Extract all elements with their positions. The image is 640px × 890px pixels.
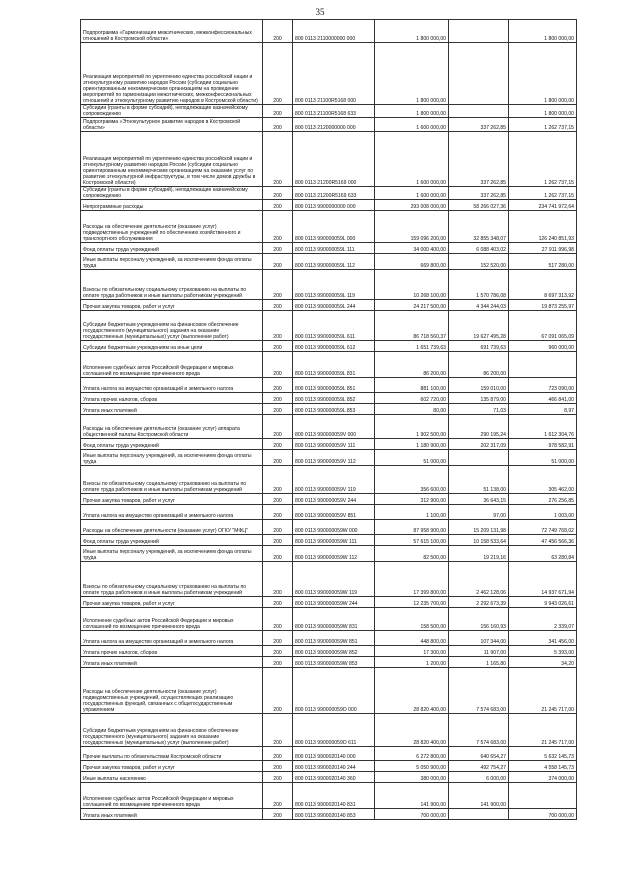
line-code-cell: 200: [263, 415, 293, 439]
line-code-cell: 200: [263, 608, 293, 631]
table-row: [81, 200, 577, 211]
budget-classification-code-cell: 800 0113 990000059L 119: [293, 270, 375, 300]
table-row: [81, 646, 577, 657]
budget-classification-code-cell: 800 0113 21100R5168 633: [293, 105, 375, 118]
expense-name-cell: Иные выплаты персоналу учреждений, за исключением фонда оплаты труда: [81, 546, 263, 562]
executed-amount-cell: 107 344,00: [449, 631, 509, 646]
line-code-cell: 200: [263, 783, 293, 809]
line-code-cell: 200: [263, 105, 293, 118]
executed-amount-cell: 152 520,00: [449, 254, 509, 270]
line-code-cell: 200: [263, 439, 293, 450]
executed-amount-cell: 2 462 128,06: [449, 562, 509, 597]
table-row: [81, 439, 577, 450]
line-code-cell: 200: [263, 187, 293, 200]
expense-name-cell: Уплата прочих налогов, сборов: [81, 393, 263, 404]
page-number: 35: [315, 7, 325, 17]
approved-amount-cell: 34 000 400,00: [375, 243, 449, 254]
approved-amount-cell: 17 300,00: [375, 646, 449, 657]
unexecuted-amount-cell: [509, 783, 577, 809]
table-row: [81, 608, 577, 631]
unexecuted-amount-cell: 21 245 717,00: [509, 668, 577, 714]
line-code-cell: 200: [263, 646, 293, 657]
budget-classification-code-cell: 800 0113 9900000000 000: [293, 200, 375, 211]
budget-classification-code-cell: 800 0113 2110000000 000: [293, 20, 375, 43]
approved-amount-cell: 1 180 900,00: [375, 439, 449, 450]
approved-amount-cell: 1 600 000,00: [375, 118, 449, 132]
unexecuted-amount-cell: 47 456 566,36: [509, 535, 577, 546]
unexecuted-amount-cell: 8,97: [509, 404, 577, 415]
line-code-cell: 200: [263, 20, 293, 43]
budget-classification-code-cell: 800 0113 990000059V 119: [293, 466, 375, 494]
approved-amount-cell: 1 902 500,00: [375, 415, 449, 439]
unexecuted-amount-cell: 374 000,00: [509, 772, 577, 783]
expense-name-cell: Взносы по обязательному социальному страхованию на выплаты по оплате труда работников и иные выплаты работникам учреждений: [81, 466, 263, 494]
executed-amount-cell: 58 266 027,36: [449, 200, 509, 211]
unexecuted-amount-cell: 63 280,84: [509, 546, 577, 562]
executed-amount-cell: 7 574 683,00: [449, 668, 509, 714]
expense-name-cell: Непрограммные расходы: [81, 200, 263, 211]
unexecuted-amount-cell: 1 003,00: [509, 505, 577, 520]
approved-amount-cell: 12 235 700,00: [375, 597, 449, 608]
table-row: [81, 535, 577, 546]
table-row: [81, 657, 577, 668]
line-code-cell: 200: [263, 341, 293, 352]
table-row: [81, 187, 577, 200]
approved-amount-cell: 1 100,00: [375, 505, 449, 520]
unexecuted-amount-cell: 723 090,00: [509, 378, 577, 393]
unexecuted-amount-cell: 5 632 145,73: [509, 747, 577, 761]
unexecuted-amount-cell: 276 256,85: [509, 494, 577, 505]
expense-name-cell: Иные выплаты населению: [81, 772, 263, 783]
budget-classification-code-cell: 800 0113 990000059L 851: [293, 378, 375, 393]
expense-name-cell: Взносы по обязательному социальному страхованию на выплаты по оплате труда работников и иные выплаты работникам учреждений: [81, 270, 263, 300]
executed-amount-cell: 640 654,27: [449, 747, 509, 761]
approved-amount-cell: 17 399 800,00: [375, 562, 449, 597]
line-code-cell: 200: [263, 562, 293, 597]
table-row: [81, 520, 577, 535]
table-row: [81, 352, 577, 378]
line-code-cell: 200: [263, 631, 293, 646]
unexecuted-amount-cell: 126 240 851,93: [509, 211, 577, 243]
table-row: [81, 714, 577, 747]
line-code-cell: 200: [263, 132, 293, 187]
approved-amount-cell: 669 800,00: [375, 254, 449, 270]
budget-classification-code-cell: 800 0113 9900020140 360: [293, 772, 375, 783]
approved-amount-cell: 141 900,00: [375, 783, 449, 809]
executed-amount-cell: 290 195,24: [449, 415, 509, 439]
unexecuted-amount-cell: 51 000,00: [509, 450, 577, 466]
unexecuted-amount-cell: 1 800 000,00: [509, 20, 577, 43]
line-code-cell: 200: [263, 118, 293, 132]
expense-name-cell: Субсидии бюджетным учреждениям на финансовое обеспечение государственного (муниципального) задания на оказание государственных (муниципальных) услуг (выполнение работ): [81, 714, 263, 747]
budget-table-body: [81, 20, 577, 820]
line-code-cell: 200: [263, 809, 293, 820]
unexecuted-amount-cell: 978 582,91: [509, 439, 577, 450]
expense-name-cell: Уплата иных платежей: [81, 809, 263, 820]
line-code-cell: 200: [263, 200, 293, 211]
line-code-cell: 200: [263, 378, 293, 393]
approved-amount-cell: 80,00: [375, 404, 449, 415]
budget-classification-code-cell: 800 0113 990000059W 000: [293, 520, 375, 535]
unexecuted-amount-cell: 1 612 304,76: [509, 415, 577, 439]
expense-name-cell: Иные выплаты персоналу учреждений, за исключением фонда оплаты труда: [81, 254, 263, 270]
expense-name-cell: Реализация мероприятий по укреплению единства российской нации и этнокультурному развитию народов России (субсидии социально ориентированным некоммерческим организациям на оказание услуг по развитию этнокультурной инфраструктуры, в том числе домов дружбы в Костромской области): [81, 132, 263, 187]
budget-classification-code-cell: 800 0113 9900020140 244: [293, 761, 375, 772]
table-row: [81, 118, 577, 132]
table-row: [81, 772, 577, 783]
unexecuted-amount-cell: 34,20: [509, 657, 577, 668]
expense-name-cell: Фонд оплаты труда учреждений: [81, 439, 263, 450]
executed-amount-cell: 2 292 673,39: [449, 597, 509, 608]
line-code-cell: 200: [263, 270, 293, 300]
table-row: [81, 300, 577, 311]
unexecuted-amount-cell: 14 937 671,94: [509, 562, 577, 597]
budget-classification-code-cell: 800 0113 990000059L 112: [293, 254, 375, 270]
unexecuted-amount-cell: 5 393,00: [509, 646, 577, 657]
executed-amount-cell: 337 262,85: [449, 132, 509, 187]
approved-amount-cell: 293 008 000,00: [375, 200, 449, 211]
table-row: [81, 466, 577, 494]
expense-name-cell: Реализация мероприятий по укреплению единства российской нации и этнокультурному развитию народов России (субсидии социально ориентированным некоммерческим организациям на проведение мероприятий по гармонизации межэтнических, межконфессиональных отношений и этнокультурному развитию народов в Костромской области): [81, 43, 263, 105]
budget-classification-code-cell: 800 0113 990000059L 853: [293, 404, 375, 415]
approved-amount-cell: 380 000,00: [375, 772, 449, 783]
budget-classification-code-cell: 800 0113 990000059W 119: [293, 562, 375, 597]
approved-amount-cell: 1 800 000,00: [375, 43, 449, 105]
unexecuted-amount-cell: 305 462,00: [509, 466, 577, 494]
budget-classification-code-cell: 800 0113 990000059V 244: [293, 494, 375, 505]
expense-name-cell: Прочая закупка товаров, работ и услуг: [81, 494, 263, 505]
expense-name-cell: Исполнение судебных актов Российской Федерации и мировых соглашений по возмещению причиненного вреда: [81, 608, 263, 631]
table-row: [81, 378, 577, 393]
unexecuted-amount-cell: 466 841,00: [509, 393, 577, 404]
table-row: [81, 631, 577, 646]
line-code-cell: 200: [263, 211, 293, 243]
executed-amount-cell: 337 262,85: [449, 118, 509, 132]
table-row: [81, 43, 577, 105]
table-row: [81, 393, 577, 404]
approved-amount-cell: 159 096 200,00: [375, 211, 449, 243]
unexecuted-amount-cell: 19 873 255,97: [509, 300, 577, 311]
unexecuted-amount-cell: 2 339,07: [509, 608, 577, 631]
executed-amount-cell: 156 160,93: [449, 608, 509, 631]
budget-classification-code-cell: 800 0113 990000059W 852: [293, 646, 375, 657]
executed-amount-cell: 36 643,15: [449, 494, 509, 505]
executed-amount-cell: 51 138,00: [449, 466, 509, 494]
budget-classification-code-cell: 800 0113 9900020140 831: [293, 783, 375, 809]
budget-classification-code-cell: 800 0113 990000059L 000: [293, 211, 375, 243]
expense-name-cell: Исполнение судебных актов Российской Федерации и мировых соглашений по возмещению причиненного вреда: [81, 783, 263, 809]
expense-name-cell: Уплата налога на имущество организаций и земельного налога: [81, 378, 263, 393]
executed-amount-cell: 159 010,00: [449, 378, 509, 393]
executed-amount-cell: 71,03: [449, 404, 509, 415]
approved-amount-cell: 1 600 000,00: [375, 132, 449, 187]
budget-classification-code-cell: 800 0113 990000059W 831: [293, 608, 375, 631]
budget-classification-code-cell: 800 0113 990000059L 852: [293, 393, 375, 404]
line-code-cell: 200: [263, 505, 293, 520]
expense-name-cell: Уплата иных платежей: [81, 404, 263, 415]
table-row: [81, 254, 577, 270]
approved-amount-cell: 10 268 100,00: [375, 270, 449, 300]
line-code-cell: 200: [263, 300, 293, 311]
budget-classification-code-cell: 800 0113 990000059W 111: [293, 535, 375, 546]
approved-amount-cell: 356 600,00: [375, 466, 449, 494]
unexecuted-amount-cell: 67 091 065,09: [509, 311, 577, 341]
line-code-cell: 200: [263, 761, 293, 772]
executed-amount-cell: 141 900,00: [449, 783, 509, 809]
executed-amount-cell: 19 627 495,28: [449, 311, 509, 341]
line-code-cell: 200: [263, 494, 293, 505]
table-row: [81, 415, 577, 439]
approved-amount-cell: 700 000,00: [375, 809, 449, 820]
expense-name-cell: Субсидии бюджетным учреждениям на финансовое обеспечение государственного (муниципального) задания на оказание государственных (муниципальных) услуг (выполнение работ): [81, 311, 263, 341]
unexecuted-amount-cell: 234 741 972,64: [509, 200, 577, 211]
approved-amount-cell: 87 958 900,00: [375, 520, 449, 535]
budget-classification-code-cell: 800 0113 9900020140 853: [293, 809, 375, 820]
line-code-cell: 200: [263, 747, 293, 761]
expense-name-cell: Уплата иных платежей: [81, 657, 263, 668]
executed-amount-cell: 6 088 403,02: [449, 243, 509, 254]
line-code-cell: 200: [263, 546, 293, 562]
expense-name-cell: Субсидии (гранты в форме субсидий), неподлежащие казначейскому сопровождению: [81, 187, 263, 200]
executed-amount-cell: 492 754,27: [449, 761, 509, 772]
expense-name-cell: Прочие выплаты по обязательствам Костромской области: [81, 747, 263, 761]
line-code-cell: 200: [263, 450, 293, 466]
budget-classification-code-cell: 800 0113 990000059L 612: [293, 341, 375, 352]
table-row: [81, 404, 577, 415]
expense-name-cell: Уплата налога на имущество организаций и земельного налога: [81, 631, 263, 646]
budget-classification-code-cell: 800 0113 990000059L 611: [293, 311, 375, 341]
executed-amount-cell: [449, 450, 509, 466]
expense-name-cell: Иные выплаты персоналу учреждений, за исключением фонда оплаты труда: [81, 450, 263, 466]
approved-amount-cell: 312 900,00: [375, 494, 449, 505]
executed-amount-cell: [449, 43, 509, 105]
budget-classification-code-cell: 800 0113 990000059W 244: [293, 597, 375, 608]
line-code-cell: 200: [263, 597, 293, 608]
line-code-cell: 200: [263, 404, 293, 415]
expense-name-cell: Фонд оплаты труда учреждений: [81, 535, 263, 546]
budget-classification-code-cell: 800 0113 21200R5169 633: [293, 187, 375, 200]
expense-name-cell: Субсидии (гранты в форме субсидий), неподлежащие казначейскому сопровождению: [81, 105, 263, 118]
table-row: [81, 211, 577, 243]
expense-name-cell: Подпрограмма «Этнокультурное развитие народов в Костромской области»: [81, 118, 263, 132]
expense-name-cell: Расходы на обеспечение деятельности (оказание услуг) ОГКУ "МФЦ": [81, 520, 263, 535]
approved-amount-cell: 6 272 800,00: [375, 747, 449, 761]
table-row: [81, 494, 577, 505]
unexecuted-amount-cell: 9 943 026,61: [509, 597, 577, 608]
unexecuted-amount-cell: 27 911 996,98: [509, 243, 577, 254]
budget-classification-code-cell: 800 0113 21200R5169 000: [293, 132, 375, 187]
approved-amount-cell: 86 718 560,37: [375, 311, 449, 341]
budget-classification-code-cell: 800 0113 990000059L 111: [293, 243, 375, 254]
line-code-cell: 200: [263, 43, 293, 105]
budget-classification-code-cell: 800 0113 990000059O 000: [293, 668, 375, 714]
line-code-cell: 200: [263, 466, 293, 494]
unexecuted-amount-cell: 4 558 145,73: [509, 761, 577, 772]
unexecuted-amount-cell: 1 262 737,15: [509, 187, 577, 200]
unexecuted-amount-cell: 21 245 717,00: [509, 714, 577, 747]
line-code-cell: 200: [263, 352, 293, 378]
budget-classification-code-cell: 800 0113 990000059V 112: [293, 450, 375, 466]
executed-amount-cell: [449, 20, 509, 43]
unexecuted-amount-cell: 1 262 737,15: [509, 132, 577, 187]
expense-name-cell: Подпрограмма «Гармонизация межэтнических, межконфессиональных отношений в Костромской области»: [81, 20, 263, 43]
expense-name-cell: Расходы на обеспечение деятельности (оказание услуг) подведомственных учреждений, осуществляющих реализацию государственных функций, связанных с общегосударственным управлением: [81, 668, 263, 714]
approved-amount-cell: 28 820 400,00: [375, 714, 449, 747]
unexecuted-amount-cell: [509, 352, 577, 378]
unexecuted-amount-cell: 341 456,00: [509, 631, 577, 646]
budget-classification-code-cell: 800 0113 2120000000 000: [293, 118, 375, 132]
executed-amount-cell: [449, 105, 509, 118]
approved-amount-cell: 51 000,00: [375, 450, 449, 466]
unexecuted-amount-cell: 517 280,00: [509, 254, 577, 270]
executed-amount-cell: 7 574 683,00: [449, 714, 509, 747]
unexecuted-amount-cell: 700 000,00: [509, 809, 577, 820]
approved-amount-cell: 82 500,00: [375, 546, 449, 562]
table-row: [81, 105, 577, 118]
line-code-cell: 200: [263, 535, 293, 546]
table-row: [81, 132, 577, 187]
executed-amount-cell: 6 000,00: [449, 772, 509, 783]
expense-name-cell: Исполнение судебных актов Российской Федерации и мировых соглашений по возмещению причиненного вреда: [81, 352, 263, 378]
table-row: [81, 505, 577, 520]
budget-classification-code-cell: 800 0113 990000059L 831: [293, 352, 375, 378]
executed-amount-cell: 135 879,00: [449, 393, 509, 404]
unexecuted-amount-cell: 8 697 313,92: [509, 270, 577, 300]
line-code-cell: 200: [263, 657, 293, 668]
budget-classification-code-cell: 800 0113 9900020140 000: [293, 747, 375, 761]
expense-name-cell: Прочая закупка товаров, работ и услуг: [81, 761, 263, 772]
approved-amount-cell: 448 800,00: [375, 631, 449, 646]
executed-amount-cell: 11 907,00: [449, 646, 509, 657]
table-row: [81, 761, 577, 772]
expense-name-cell: Расходы на обеспечение деятельности (оказание услуг) подведомственных учреждений по обеспечению хозяйственного и транспортного обслуживания: [81, 211, 263, 243]
budget-classification-code-cell: 800 0113 990000059V 111: [293, 439, 375, 450]
expense-name-cell: Прочая закупка товаров, работ и услуг: [81, 597, 263, 608]
approved-amount-cell: 5 050 900,00: [375, 761, 449, 772]
approved-amount-cell: 881 100,00: [375, 378, 449, 393]
expense-name-cell: Уплата налога на имущество организаций и земельного налога: [81, 505, 263, 520]
expense-name-cell: Прочая закупка товаров, работ и услуг: [81, 300, 263, 311]
expense-name-cell: Взносы по обязательному социальному страхованию на выплаты по оплате труда работников и иные выплаты работникам учреждений: [81, 562, 263, 597]
line-code-cell: 200: [263, 243, 293, 254]
table-row: [81, 597, 577, 608]
unexecuted-amount-cell: 960 000,00: [509, 341, 577, 352]
unexecuted-amount-cell: 1 800 000,00: [509, 43, 577, 105]
budget-classification-code-cell: 800 0113 990000059V 000: [293, 415, 375, 439]
table-row: [81, 747, 577, 761]
line-code-cell: 200: [263, 520, 293, 535]
budget-classification-code-cell: 800 0113 990000059O 611: [293, 714, 375, 747]
table-row: [81, 341, 577, 352]
line-code-cell: 200: [263, 254, 293, 270]
line-code-cell: 200: [263, 714, 293, 747]
budget-classification-code-cell: 800 0113 21100R5168 000: [293, 43, 375, 105]
line-code-cell: 200: [263, 311, 293, 341]
executed-amount-cell: 86 200,00: [449, 352, 509, 378]
expense-name-cell: Расходы на обеспечение деятельности (оказание услуг) аппарата общественной палаты Костромской области: [81, 415, 263, 439]
approved-amount-cell: 86 200,00: [375, 352, 449, 378]
executed-amount-cell: 19 219,16: [449, 546, 509, 562]
table-row: [81, 243, 577, 254]
executed-amount-cell: [449, 809, 509, 820]
approved-amount-cell: 1 651 739,63: [375, 341, 449, 352]
approved-amount-cell: 24 217 500,00: [375, 300, 449, 311]
line-code-cell: 200: [263, 393, 293, 404]
table-row: [81, 546, 577, 562]
unexecuted-amount-cell: 1 800 000,00: [509, 105, 577, 118]
approved-amount-cell: 602 720,00: [375, 393, 449, 404]
table-row: [81, 450, 577, 466]
approved-amount-cell: 1 600 000,00: [375, 187, 449, 200]
expense-name-cell: Уплата прочих налогов, сборов: [81, 646, 263, 657]
executed-amount-cell: 4 344 244,03: [449, 300, 509, 311]
budget-classification-code-cell: 800 0113 990000059W 851: [293, 631, 375, 646]
budget-classification-code-cell: 800 0113 990000059L 244: [293, 300, 375, 311]
line-code-cell: 200: [263, 668, 293, 714]
table-row: [81, 783, 577, 809]
approved-amount-cell: 158 500,00: [375, 608, 449, 631]
executed-amount-cell: 202 317,09: [449, 439, 509, 450]
approved-amount-cell: 1 800 000,00: [375, 105, 449, 118]
executed-amount-cell: 1 570 786,08: [449, 270, 509, 300]
line-code-cell: 200: [263, 772, 293, 783]
budget-table: [80, 19, 577, 820]
executed-amount-cell: 32 855 348,07: [449, 211, 509, 243]
executed-amount-cell: 10 158 533,64: [449, 535, 509, 546]
budget-classification-code-cell: 800 0113 990000059V 851: [293, 505, 375, 520]
executed-amount-cell: 97,00: [449, 505, 509, 520]
unexecuted-amount-cell: 1 262 737,15: [509, 118, 577, 132]
approved-amount-cell: 1 800 000,00: [375, 20, 449, 43]
table-row: [81, 20, 577, 43]
executed-amount-cell: 1 165,80: [449, 657, 509, 668]
table-row: [81, 311, 577, 341]
table-row: [81, 668, 577, 714]
table-row: [81, 270, 577, 300]
approved-amount-cell: 57 615 100,00: [375, 535, 449, 546]
budget-classification-code-cell: 800 0113 990000059W 853: [293, 657, 375, 668]
unexecuted-amount-cell: 72 749 768,02: [509, 520, 577, 535]
table-row: [81, 809, 577, 820]
approved-amount-cell: 28 820 400,00: [375, 668, 449, 714]
expense-name-cell: Субсидии бюджетным учреждениям на иные цели: [81, 341, 263, 352]
executed-amount-cell: 691 739,63: [449, 341, 509, 352]
executed-amount-cell: 15 209 131,98: [449, 520, 509, 535]
executed-amount-cell: 337 262,85: [449, 187, 509, 200]
table-row: [81, 562, 577, 597]
approved-amount-cell: 1 200,00: [375, 657, 449, 668]
expense-name-cell: Фонд оплаты труда учреждений: [81, 243, 263, 254]
budget-classification-code-cell: 800 0113 990000059W 112: [293, 546, 375, 562]
